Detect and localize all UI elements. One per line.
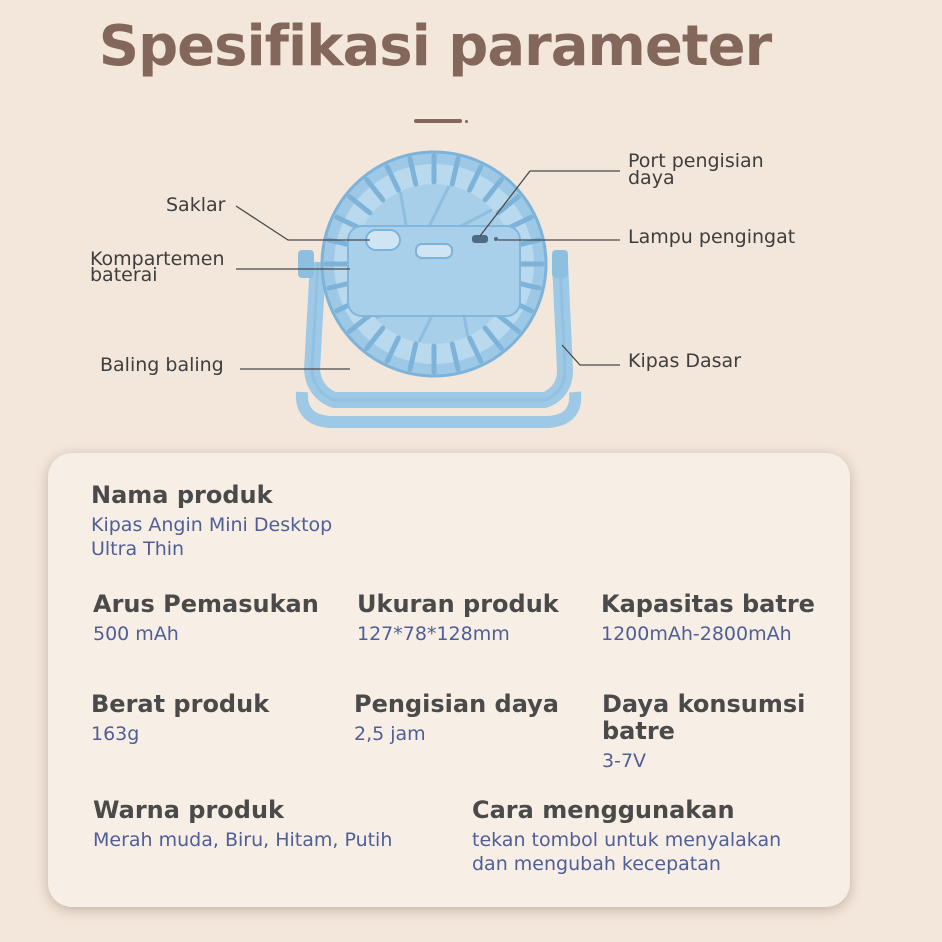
spec-value: 3-7V <box>602 750 647 772</box>
callout-lampu-pengingat: Lampu pengingat <box>628 226 796 248</box>
spec-label: Pengisian daya <box>354 690 559 718</box>
spec-label: Daya konsumsi batre <box>602 690 806 745</box>
page-title: Spesifikasi parameter <box>98 14 772 79</box>
spec-berat-produk <box>91 691 269 746</box>
spec-value: 127*78*128mm <box>357 623 510 645</box>
spec-arus-pemasukan <box>93 591 319 646</box>
fan-diagram <box>0 0 942 450</box>
callout-port-pengisian: Port pengisian daya <box>628 150 764 189</box>
spec-label: Nama produk <box>91 481 273 509</box>
spec-kapasitas-batre <box>601 591 815 646</box>
spec-value: 2,5 jam <box>354 723 426 745</box>
spec-warna-produk <box>93 797 392 852</box>
spec-label: Kapasitas batre <box>601 590 815 618</box>
spec-daya-konsumsi <box>602 691 805 773</box>
spec-label: Cara menggunakan <box>472 796 735 824</box>
callout-kipas-dasar: Kipas Dasar <box>628 350 742 372</box>
spec-label: Ukuran produk <box>357 590 559 618</box>
spec-label: Arus Pemasukan <box>93 590 319 618</box>
spec-value: 500 mAh <box>93 623 179 645</box>
callout-kompartemen-baterai: Kompartemen baterai <box>90 248 225 286</box>
fan-head <box>322 152 546 376</box>
spec-pengisian-daya <box>354 691 559 746</box>
spec-cara-menggunakan <box>472 797 781 876</box>
spec-value: tekan tombol untuk menyalakan dan mengubah kecepatan <box>472 829 782 875</box>
spec-value: Merah muda, Biru, Hitam, Putih <box>93 829 393 851</box>
callout-baling-baling: Baling baling <box>100 354 224 376</box>
spec-ukuran-produk <box>357 591 559 646</box>
spec-label: Berat produk <box>91 690 270 718</box>
spec-nama-produk <box>91 482 332 561</box>
spec-value: 1200mAh-2800mAh <box>601 623 792 645</box>
spec-value: 163g <box>91 723 140 745</box>
spec-label: Warna produk <box>93 796 285 824</box>
callout-saklar: Saklar <box>166 194 226 216</box>
spec-value: Kipas Angin Mini Desktop Ultra Thin <box>91 514 333 560</box>
